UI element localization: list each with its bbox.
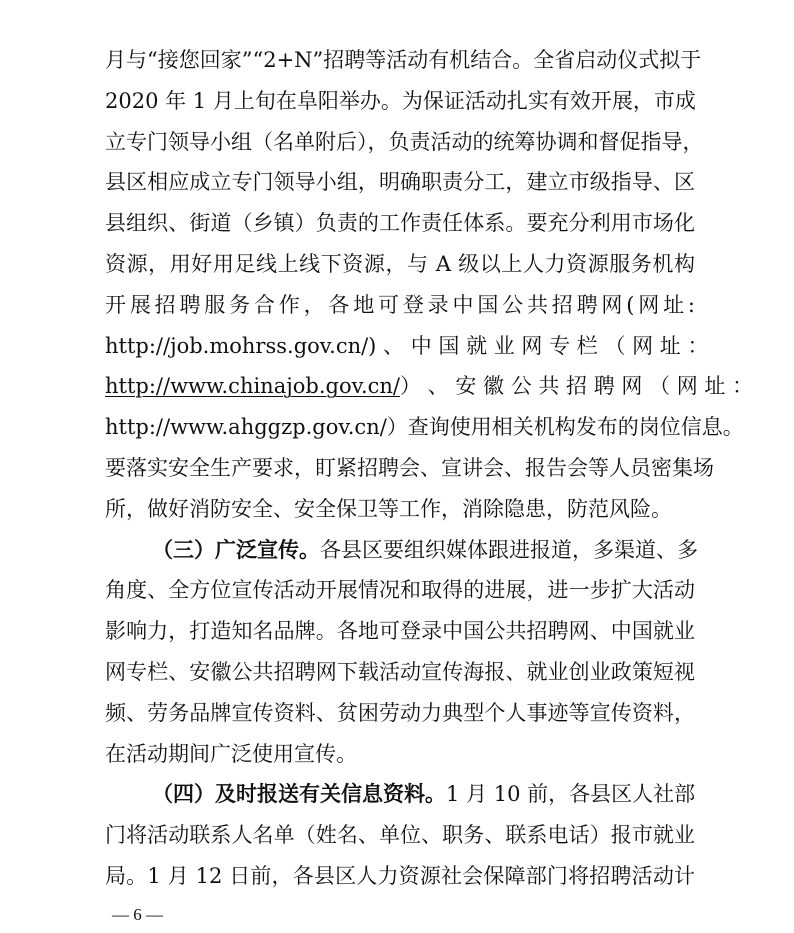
section-heading: （四）及时报送有关信息资料。 (152, 781, 446, 807)
text-line: http://www.ahggzp.gov.cn/）查询使用相关机构发布的岗位信息。 (105, 415, 744, 440)
text-line: 2020 年 1 月上旬在阜阳举办。为保证活动扎实有效开展，市成 (105, 88, 696, 113)
text-line: 所，做好消防安全、安全保卫等工作，消除隐患，防范风险。 (105, 496, 672, 521)
text-line: 立专门领导小组（名单附后），负责活动的统筹协调和督促指导， (105, 129, 704, 154)
text-line: 频、劳务品牌宣传资料、贫困劳动力典型个人事迹等宣传资料， (105, 700, 695, 725)
text-line: 在活动期间广泛使用宣传。 (105, 741, 357, 766)
text-line: 网专栏、安徽公共招聘网下载活动宣传海报、就业创业政策短视 (105, 659, 695, 684)
page-number: — 6 — (112, 905, 163, 924)
section-heading: （三）广泛宣传。 (152, 536, 320, 562)
text-line: 局。1 月 12 日前，各县区人力资源社会保障部门将招聘活动计 (105, 863, 695, 888)
text-line: 门将活动联系人名单（姓名、单位、职务、联系电话）报市就业 (105, 823, 695, 848)
text-line: 县组织、街道（乡镇）负责的工作责任体系。要充分利用市场化 (105, 211, 695, 236)
chinajob-link[interactable]: http://www.chinajob.gov.cn/ (105, 374, 400, 399)
text-line-with-link (105, 366, 754, 407)
paragraph-first-line (105, 530, 698, 571)
text-line: 角度、全方位宣传活动开展情况和取得的进展，进一步扩大活动 (105, 578, 695, 603)
document-body (105, 40, 754, 897)
text-line: 县区相应成立专门领导小组，明确职责分工，建立市级指导、区 (105, 170, 695, 195)
text-line: http://job.mohrss.gov.cn/) 、 中 国 就 业 网 专 栏 （ 网 址 ： (105, 333, 709, 358)
text-line-tail: 各县区要组织媒体跟进报道，多渠道、多 (320, 537, 698, 562)
paragraph-first-line (105, 774, 695, 815)
text-line: 资源，用好用足线上线下资源，与 A 级以上人力资源服务机构 (105, 251, 695, 276)
text-line: 影响力，打造知名品牌。各地可登录中国公共招聘网、中国就业 (105, 619, 695, 644)
text-line: 月与“接您回家”“2+N”招聘等活动有机结合。全省启动仪式拟于 (105, 48, 702, 72)
text-line: 开展招聘服务合作，各地可登录中国公共招聘网(网址: (105, 292, 695, 317)
text-line-tail: ） 、 安 徽 公 共 招 聘 网 （ 网 址 ： (400, 374, 754, 399)
text-line-tail: 1 月 10 前，各县区人社部 (446, 782, 696, 807)
text-line: 要落实安全生产要求，盯紧招聘会、宣讲会、报告会等人员密集场 (105, 455, 714, 480)
